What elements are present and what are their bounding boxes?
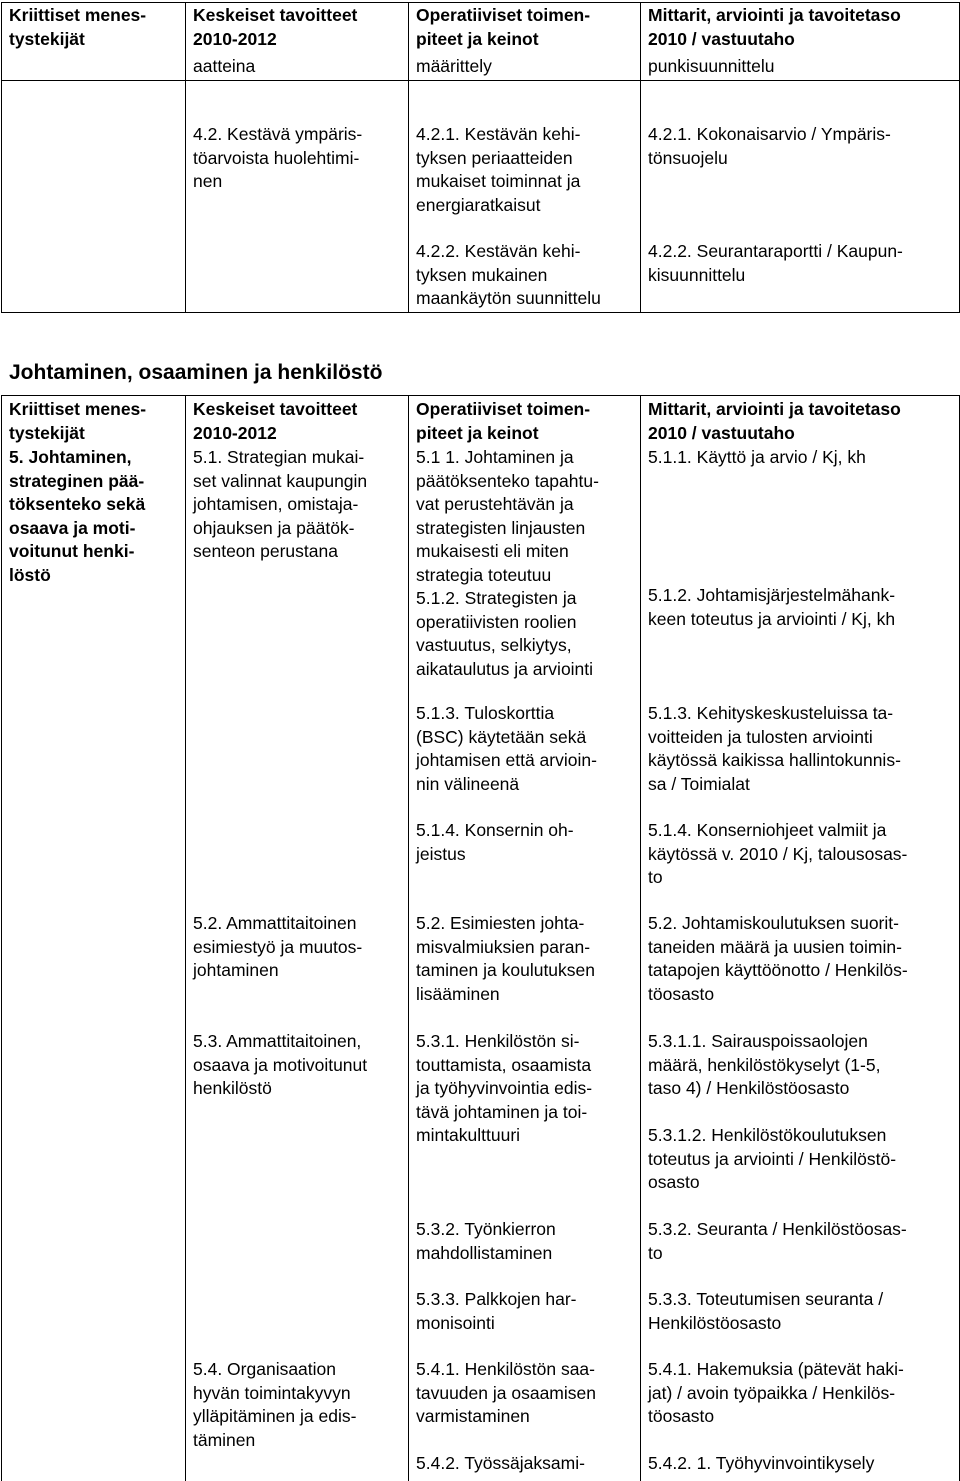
table2-header-metrics: Mittarit, arviointi ja tavoitetaso 2010 / vastuutaho <box>648 399 901 443</box>
action-5-3-2: 5.3.2. Työnkierron mahdollistaminen <box>416 1219 556 1263</box>
action-5-2: 5.2. Esimiesten johta- misvalmiuksien paran- taminen ja koulutuksen lisääminen <box>416 913 595 1004</box>
metric-5-4-2: 5.4.2. 1. Työhyvinvointikysely <box>648 1453 875 1473</box>
table1-col-border <box>408 2 409 312</box>
metric-5-3-3: 5.3.3. Toteutumisen seuranta / Henkilöstöosasto <box>648 1289 884 1333</box>
action-5-4-2: 5.4.2. Työssäjaksami- <box>416 1453 585 1473</box>
goal-5-3: 5.3. Ammattitaitoinen, osaava ja motivoitunut henkilöstö <box>193 1031 368 1098</box>
table2-header-critical-factors: Kriittiset menes- tystekijät <box>9 399 147 443</box>
critical-factor-5: 5. Johtaminen, strateginen pää- töksenteko sekä osaava ja moti- voitunut henki- löstö <box>9 447 146 585</box>
table2-header-key-goals: Keskeiset tavoitteet 2010-2012 <box>193 399 358 443</box>
table1-header-metrics: Mittarit, arviointi ja tavoitetaso 2010 / vastuutaho <box>648 5 901 49</box>
table2-header-operative-actions: Operatiiviset toimen- piteet ja keinot <box>416 399 591 443</box>
metric-5-3-1-1: 5.3.1.1. Sairauspoissaolojen määrä, henkilöstökyselyt (1-5, taso 4) / Henkilöstöosasto <box>648 1031 881 1098</box>
metric-5-1-4: 5.1.4. Konserniohjeet valmiit ja käytössä v. 2010 / Kj, talousosas- to <box>648 820 908 887</box>
goal-5-1: 5.1. Strategian mukai- set valinnat kaupungin johtamisen, omistaja- ohjauksen ja päätök- senteon perustana <box>193 447 368 561</box>
table2-col-border <box>408 395 409 1481</box>
goal-5-4: 5.4. Organisaation hyvän toimintakyvyn ylläpitäminen ja edis- täminen <box>193 1359 357 1450</box>
table1-cell-metric-4-2-1: 4.2.1. Kokonaisarvio / Ympäris- tönsuojelu <box>648 124 891 168</box>
table1-header-operative-actions: Operatiiviset toimen- piteet ja keinot <box>416 5 591 49</box>
metric-5-3-2: 5.3.2. Seuranta / Henkilöstöosas- to <box>648 1219 907 1263</box>
action-5-1-3: 5.1.3. Tuloskorttia (BSC) käytetään sekä johtamisen että arvioin- nin välineenä <box>416 703 597 794</box>
table1-cell: punkisuunnittelu <box>648 56 775 76</box>
table1-header-critical-factors: Kriittiset menes- tystekijät <box>9 5 147 49</box>
table1-bottom-border <box>1 312 960 313</box>
table2-top-border <box>1 395 960 396</box>
action-5-3-1: 5.3.1. Henkilöstön si- touttamista, osaamista ja työhyvinvointia edis- tävä johtaminen ja toi- mintakulttuuri <box>416 1031 593 1145</box>
table1-header-bottom-border <box>1 80 960 81</box>
action-5-3-3: 5.3.3. Palkkojen har- monisointi <box>416 1289 577 1333</box>
table1-header-key-goals: Keskeiset tavoitteet 2010-2012 <box>193 5 358 49</box>
table2-col-border <box>185 395 186 1481</box>
table1-col-border <box>640 2 641 312</box>
table1-cell: aatteina <box>193 56 256 76</box>
action-5-1-1-5-1-2: 5.1 1. Johtaminen ja päätöksenteko tapahtu- vat perustehtävän ja strategisten linjausten mukaisesti eli miten strategia toteutuu 5.1.2. Strategisten ja operatiivisten roolien vastuutus, selkiytys, aikataulutus ja arviointi <box>416 447 599 679</box>
table2-col-border <box>640 395 641 1481</box>
table1-col-border <box>185 2 186 312</box>
metric-5-4-1: 5.4.1. Hakemuksia (pätevät haki- jat) / avoin työpaikka / Henkilös- töosasto <box>648 1359 904 1426</box>
table1-cell-action-4-2-2: 4.2.2. Kestävän kehi- tyksen mukainen maankäytön suunnittelu <box>416 241 601 308</box>
metric-5-1-2: 5.1.2. Johtamisjärjestelmähank- keen toteutus ja arviointi / Kj, kh <box>648 585 896 629</box>
metric-5-3-1-2: 5.3.1.2. Henkilöstökoulutuksen toteutus ja arviointi / Henkilöstö- osasto <box>648 1125 897 1192</box>
table1-cell: määrittely <box>416 56 492 76</box>
action-5-1-4: 5.1.4. Konsernin oh- jeistus <box>416 820 574 864</box>
table1-top-border <box>1 2 960 3</box>
table2-col-border <box>1 395 2 1481</box>
action-5-4-1: 5.4.1. Henkilöstön saa- tavuuden ja osaamisen varmistaminen <box>416 1359 596 1426</box>
table1-col-border <box>1 2 2 312</box>
metric-5-1-3: 5.1.3. Kehityskeskusteluissa ta- voitteiden ja tulosten arviointi käytössä kaikissa hallintokunnis- sa / Toimialat <box>648 703 901 794</box>
section-title: Johtaminen, osaaminen ja henkilöstö <box>9 361 383 384</box>
metric-5-1-1: 5.1.1. Käyttö ja arvio / Kj, kh <box>648 447 866 467</box>
table1-cell-action-4-2-1: 4.2.1. Kestävän kehi- tyksen periaatteiden mukaiset toiminnat ja energiaratkaisut <box>416 124 581 215</box>
metric-5-2: 5.2. Johtamiskoulutuksen suorit- taneiden määrä ja uusien toimin- tatapojen käyttöönotto / Henkilös- töosasto <box>648 913 908 1004</box>
table1-cell-metric-4-2-2: 4.2.2. Seurantaraportti / Kaupun- kisuunnittelu <box>648 241 903 285</box>
table1-cell-goal-4-2: 4.2. Kestävä ympäris- töarvoista huolehtimi- nen <box>193 124 363 191</box>
goal-5-2: 5.2. Ammattitaitoinen esimiestyö ja muutos- johtaminen <box>193 913 363 980</box>
